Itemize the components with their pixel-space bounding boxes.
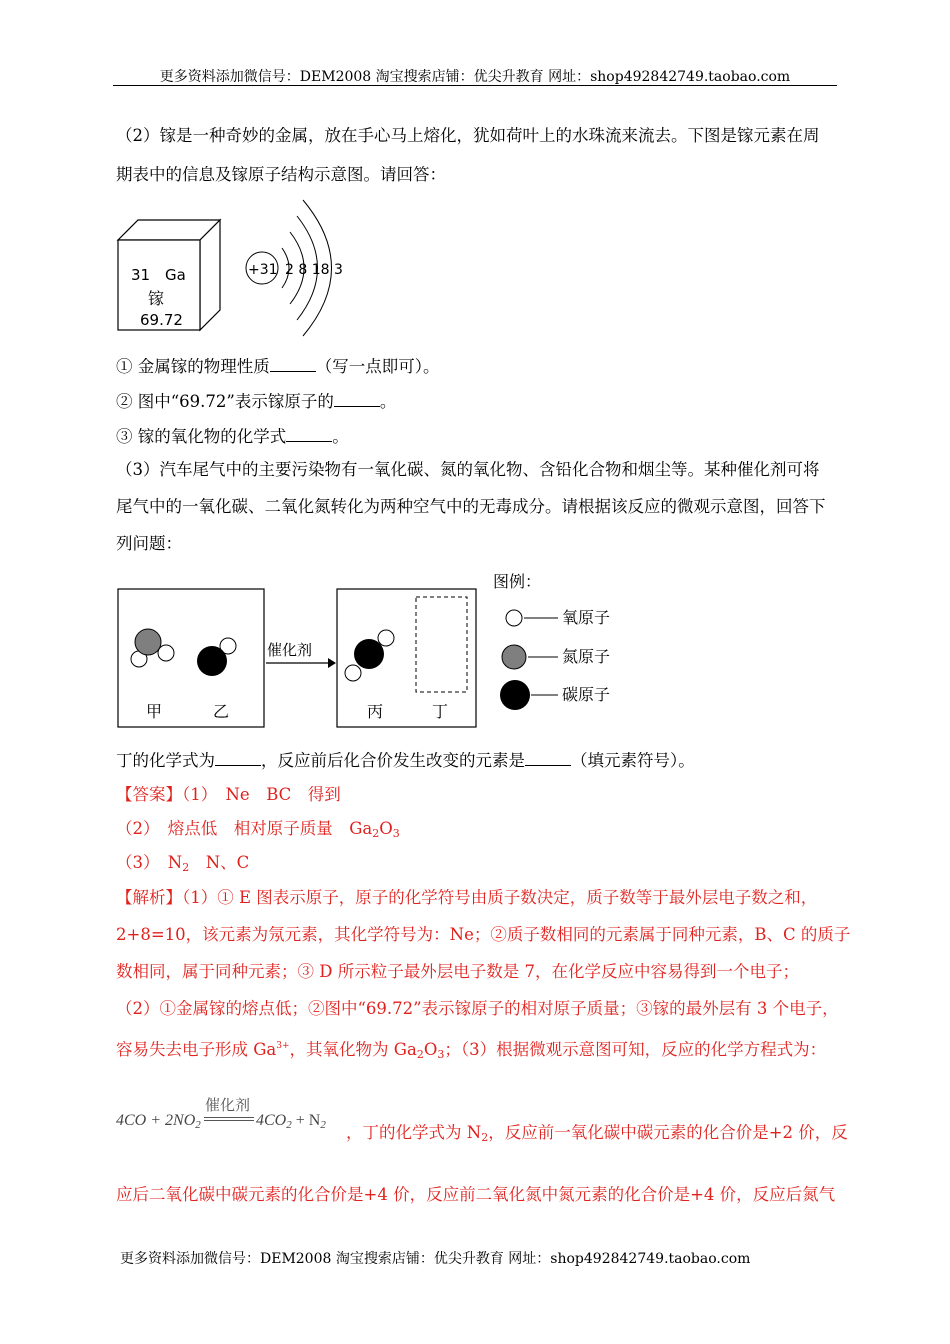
answer-blank	[215, 749, 261, 766]
equation-right: $4CO_2 + N_2$	[256, 1112, 326, 1131]
arrow-head	[328, 658, 336, 668]
equation-catalyst: 催化剂	[205, 1096, 251, 1114]
answer-blank	[270, 355, 316, 372]
q3-line2: 尾气中的一氧化碳、二氧化氮转化为两种空气中的无毒成分。请根据该反应的微观示意图，回答下	[116, 497, 826, 516]
analysis-line2: 2+8=10，该元素为氖元素，其化学符号为：Ne；②质子数相同的元素属于同种元素，B、C 的质子	[116, 925, 851, 944]
q3-line3: 列问题：	[116, 534, 182, 553]
answer-line2: （2） 熔点低 相对原子质量 $Ga_2O_3$	[116, 819, 400, 840]
q3-line1: （3）汽车尾气中的主要污染物有一氧化碳、氮的氧化物、含铅化合物和烟尘等。某种催化剂可将	[116, 460, 820, 479]
answer-blank	[525, 749, 571, 766]
page-footer: 更多资料添加微信号：DEM2008 淘宝搜索店铺：优尖升教育 网址：shop492842749.taobao.com	[120, 1251, 751, 1267]
equation-left: $4CO + 2NO_2$	[116, 1112, 201, 1131]
q2-sub2: ② 图中“69.72”表示镓原子的 。	[116, 392, 397, 411]
legend-nitrogen: 氮原子	[562, 647, 611, 666]
legend-oxygen-swatch	[506, 610, 522, 626]
equation-bar-bottom	[204, 1120, 254, 1121]
label-bing: 丙	[367, 702, 384, 721]
reaction-diagram	[110, 565, 650, 735]
atomic-number: 31	[131, 266, 151, 284]
analysis-line5: 容易失去电子形成 $Ga^{3+}$，其氧化物为 $Ga_2O_3$；（3）根据微观示意图可知，反应的化学方程式为：	[116, 1040, 827, 1061]
analysis-line3: 数相同，属于同种元素；③ D 所示粒子最外层电子数是 7，在化学反应中容易得到一个电子；	[116, 962, 799, 981]
analysis-line4: （2）①金属镓的熔点低；②图中“69.72”表示镓原子的相对原子质量；③镓的最外层有 3 个电子，	[116, 999, 839, 1018]
catalyst-label: 催化剂	[267, 641, 313, 659]
answer-line3: （3） $N_2$ N、C	[116, 853, 250, 874]
analysis-line6: ，丁的化学式为 $N_2$，反应前一氧化碳中碳元素的化合价是+2 价，反	[346, 1123, 848, 1144]
answer-blank	[334, 390, 380, 407]
label-yi: 乙	[213, 702, 230, 721]
analysis-line1: 【解析】（1）① E 图表示原子，原子的化学符号由质子数决定，质子数等于最外层电子数之和，	[116, 888, 818, 907]
atomic-mass: 69.72	[140, 311, 183, 329]
answer-tag: 【答案】	[116, 785, 182, 804]
analysis-tag: 【解析】	[116, 888, 182, 907]
nucleus-charge: +31	[248, 262, 278, 278]
label-jia: 甲	[146, 702, 163, 721]
atom-structure	[246, 200, 343, 336]
chemical-equation	[116, 1094, 356, 1140]
header-divider	[113, 85, 837, 86]
q2-line2: 期表中的信息及镓原子结构示意图。请回答：	[116, 165, 446, 184]
legend-oxygen: 氧原子	[562, 608, 611, 627]
q2-sub1: ① 金属镓的物理性质 （写一点即可）。	[116, 357, 440, 376]
q3-question: 丁的化学式为 ，反应前后化合价发生改变的元素是 （填元素符号）。	[116, 751, 695, 770]
page-header: 更多资料添加微信号：DEM2008 淘宝搜索店铺：优尖升教育 网址：shop492842749.taobao.com	[159, 69, 791, 85]
legend-nitrogen-swatch	[502, 645, 526, 669]
electron-shells: 2 8 18 3	[285, 262, 343, 278]
equation-bar-top	[204, 1117, 254, 1118]
q2-sub3: ③ 镓的氧化物的化学式 。	[116, 427, 349, 446]
legend-carbon: 碳原子	[562, 685, 611, 704]
answer-line1: 【答案】（1） Ne BC 得到	[116, 785, 341, 804]
answer-blank	[286, 425, 332, 442]
gallium-diagram	[110, 192, 370, 342]
legend-carbon-swatch	[500, 680, 530, 710]
analysis-line7: 应后二氧化碳中碳元素的化合价是+4 价，反应前二氧化氮中氮元素的化合价是+4 价，反应后氮气	[116, 1185, 836, 1204]
q2-line1: （2）镓是一种奇妙的金属，放在手心马上熔化，犹如荷叶上的水珠流来流去。下图是镓元素在周	[116, 126, 820, 145]
periodic-cell-cube	[118, 220, 220, 330]
legend-title: 图例：	[493, 572, 542, 591]
element-name: 镓	[148, 289, 165, 308]
label-ding: 丁	[432, 702, 449, 721]
element-symbol: Ga	[165, 266, 186, 284]
